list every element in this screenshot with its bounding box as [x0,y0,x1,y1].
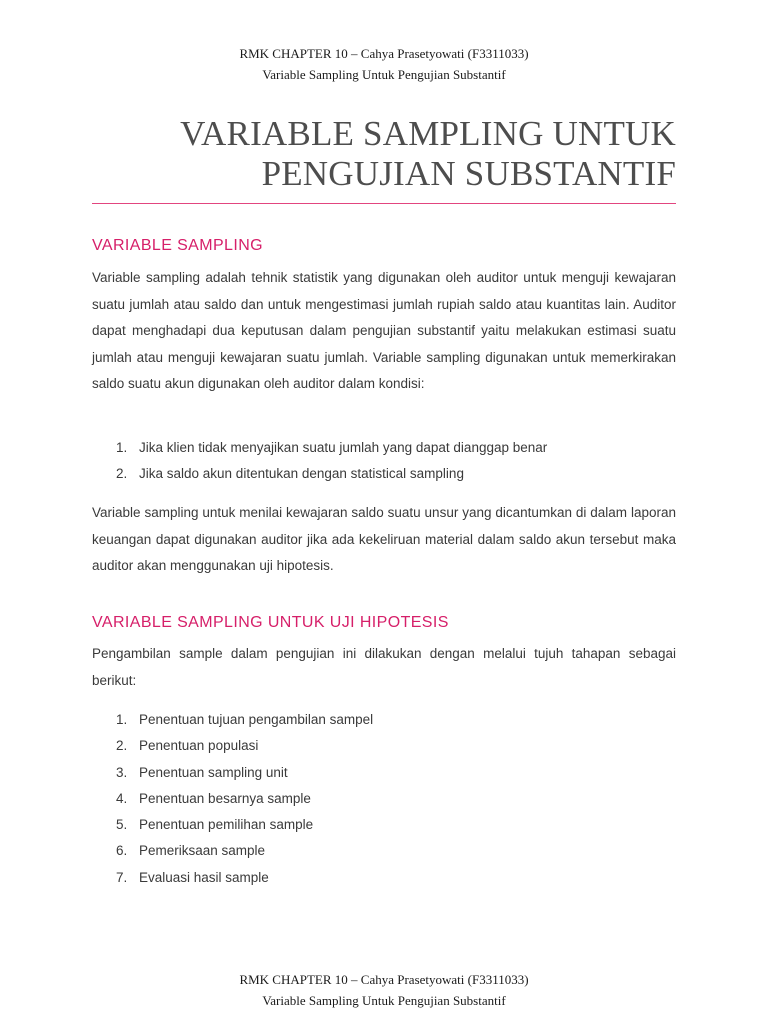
list-item-text: Jika klien tidak menyajikan suatu jumlah yang dapat dianggap benar [139,440,548,455]
list-item [116,461,547,487]
list-item-text: Jika saldo akun ditentukan dengan statistical sampling [139,466,464,482]
list-item-text: Penentuan sampling unit [139,764,288,780]
header-line-2: Variable Sampling Untuk Pengujian Substantif [262,67,506,82]
title-line-1: VARIABLE SAMPLING UNTUK [180,114,676,153]
document-title [92,114,676,194]
list-item [116,838,373,864]
list-item-number: 7. [116,869,128,885]
list-item-number: 4. [116,790,128,806]
page-footer [0,969,768,1011]
list-item-number: 6. [116,843,128,859]
section-heading-uji-hipotesis: VARIABLE SAMPLING UNTUK UJI HIPOTESIS [92,614,449,631]
list-item-number: 1. [116,712,128,727]
list-item-number: 2. [116,466,128,482]
section1-paragraph-1: Variable sampling adalah tehnik statistik yang digunakan oleh auditor untuk menguji kewajaran suatu jumlah atau saldo dan untuk mengestimasi jumlah rupiah saldo atau kuantitas lain. Auditor dapat menghadapi dua keputusan dalam pengujian substantif yaitu melakukan estimasi suatu jumlah atau menguji kewajaran suatu jumlah. Variable sampling digunakan untuk memerkirakan saldo suatu akun digunakan oleh auditor dalam kondisi: [92,270,676,392]
list-item-text: Penentuan pemilihan sample [139,817,314,833]
list-item [116,760,373,786]
footer-line-1: RMK CHAPTER 10 – Cahya Prasetyowati (F3311033) [239,972,529,987]
section1-paragraph-2: Variable sampling untuk menilai kewajaran saldo suatu unsur yang dicantumkan di dalam laporan keuangan dapat digunakan auditor jika ada kekeliruan material dalam saldo akun tersebut maka auditor akan menggunakan uji hipotesis. [92,505,676,574]
list-item-number: 5. [116,817,128,833]
conditions-list [116,435,547,488]
list-item-number: 1. [116,440,128,455]
title-divider [92,203,676,204]
list-item-text: Pemeriksaan sample [139,843,266,859]
section2-paragraph: Pengambilan sample dalam pengujian ini dilakukan dengan melalui tujuh tahapan sebagai berikut: [92,646,676,688]
header-line-1: RMK CHAPTER 10 – Cahya Prasetyowati (F3311033) [239,46,529,61]
list-item-text: Penentuan tujuan pengambilan sampel [139,712,374,727]
page-header [0,43,768,85]
section-heading-variable-sampling: VARIABLE SAMPLING [92,237,264,254]
footer-line-2: Variable Sampling Untuk Pengujian Substantif [262,993,506,1008]
list-item [116,733,373,759]
list-item [116,812,373,838]
list-item [116,435,547,461]
list-item-number: 2. [116,738,128,754]
list-item-number: 3. [116,764,128,780]
list-item [116,865,373,891]
title-line-2: PENGUJIAN SUBSTANTIF [261,154,676,193]
list-item [116,786,373,812]
list-item-text: Evaluasi hasil sample [139,869,269,885]
list-item-text: Penentuan populasi [139,738,259,754]
list-item-text: Penentuan besarnya sample [139,790,311,806]
list-item [116,707,373,733]
steps-list [116,707,373,891]
